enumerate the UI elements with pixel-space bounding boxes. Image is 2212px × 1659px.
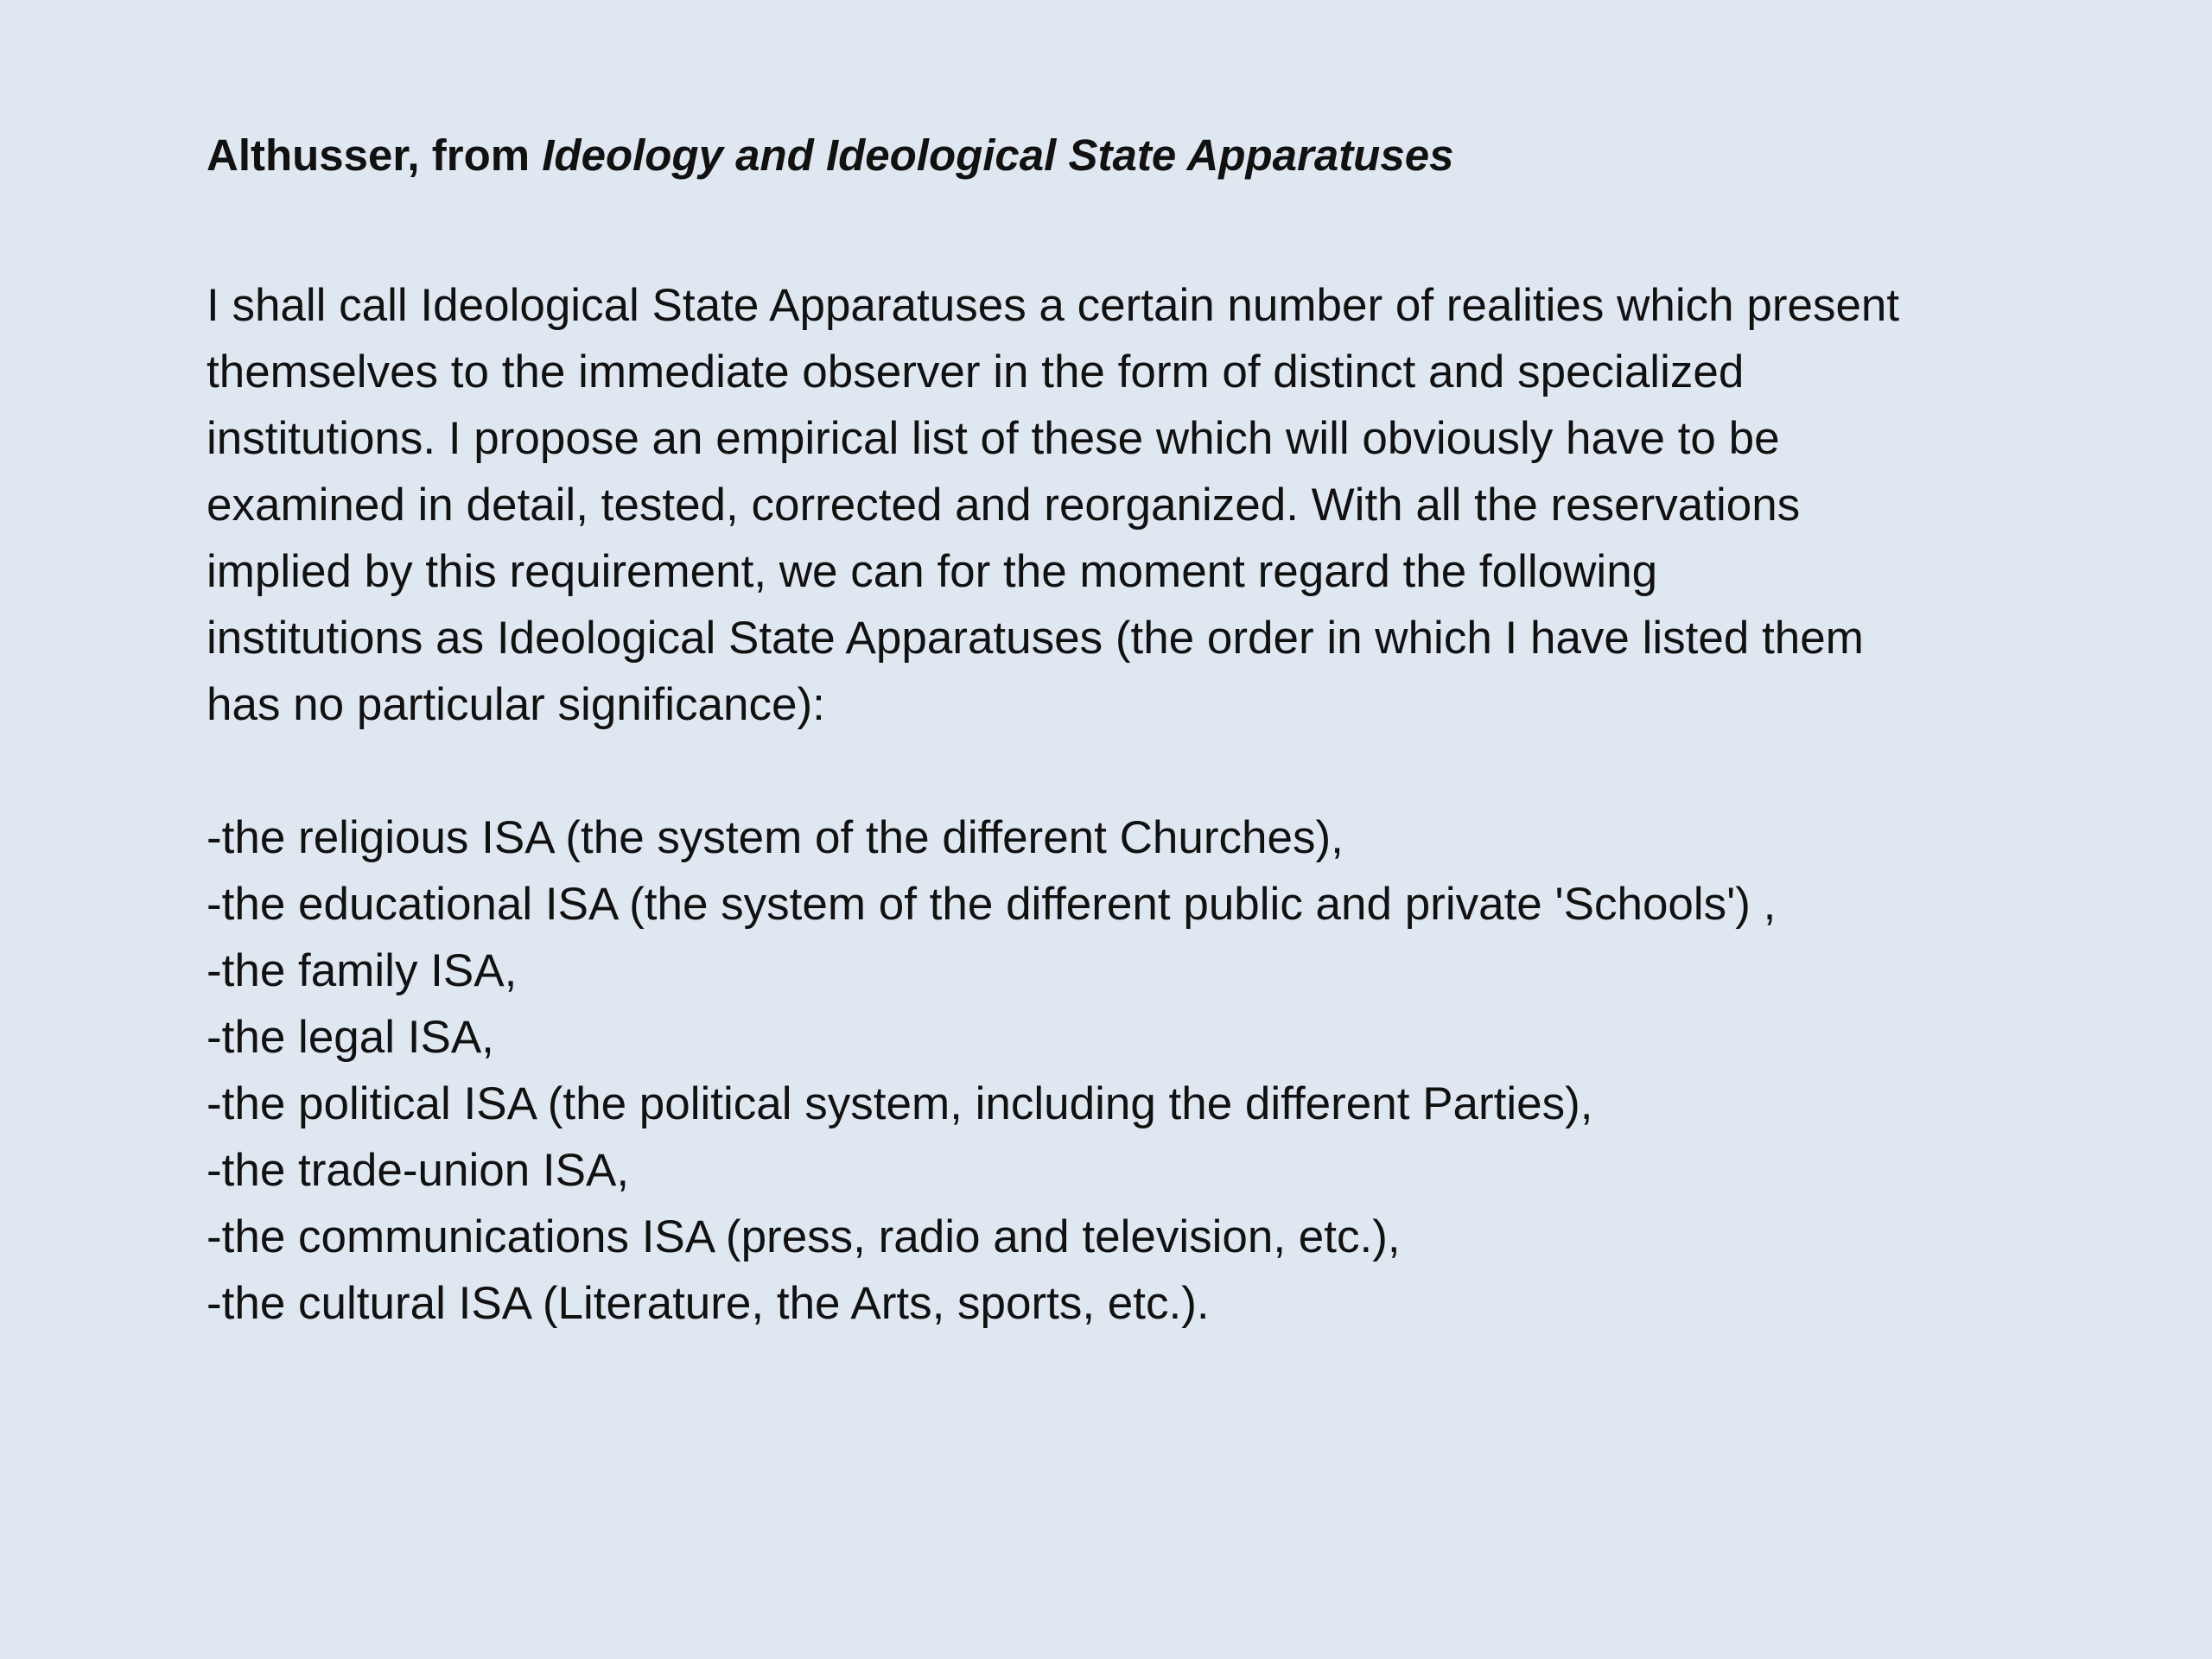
slide-content	[207, 121, 2090, 1337]
list-item: -the communications ISA (press, radio and television, etc.),	[207, 1211, 1401, 1262]
title-prefix: Althusser, from	[207, 130, 543, 180]
paragraph-line: themselves to the immediate observer in the form of distinct and specialized	[207, 346, 1745, 397]
paragraph-line: institutions. I propose an empirical list of these which will obviously have to be	[207, 413, 1780, 464]
list-item: -the family ISA,	[207, 945, 518, 996]
title-work-name: Ideology and Ideological State Apparatuses	[542, 130, 1454, 180]
slide-title	[207, 121, 2090, 190]
paragraph-line: institutions as Ideological State Apparatuses (the order in which I have listed them	[207, 613, 1864, 664]
list-item: -the political ISA (the political system, including the different Parties),	[207, 1078, 1593, 1129]
paragraph-line: has no particular significance):	[207, 679, 825, 730]
paragraph-line: implied by this requirement, we can for the moment regard the following	[207, 546, 1658, 597]
list-item: -the cultural ISA (Literature, the Arts, sports, etc.).	[207, 1278, 1210, 1329]
isa-list	[207, 804, 2090, 1337]
paragraph-line: examined in detail, tested, corrected and reorganized. With all the reservations	[207, 480, 1801, 531]
list-item: -the trade-union ISA,	[207, 1145, 630, 1196]
intro-paragraph	[207, 272, 2090, 738]
list-item: -the religious ISA (the system of the different Churches),	[207, 812, 1344, 863]
list-item: -the educational ISA (the system of the different public and private 'Schools') ,	[207, 879, 1777, 930]
list-item: -the legal ISA,	[207, 1012, 494, 1063]
paragraph-line: I shall call Ideological State Apparatuses a certain number of realities which present	[207, 280, 1900, 331]
